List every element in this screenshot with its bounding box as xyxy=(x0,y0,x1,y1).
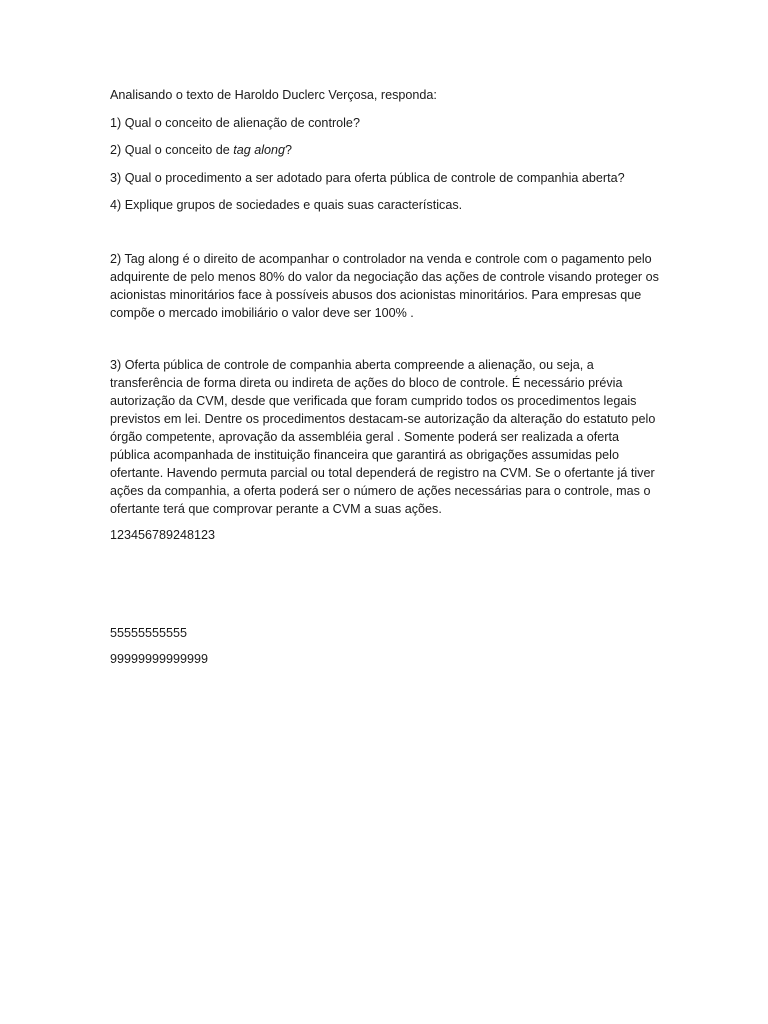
answer-2-block xyxy=(110,250,662,322)
answer-3-block xyxy=(110,356,662,544)
blank-space xyxy=(110,224,662,250)
number-lines-block xyxy=(110,624,662,668)
question-list xyxy=(110,86,662,214)
intro-line: Analisando o texto de Haroldo Duclerc Verçosa, responda: xyxy=(110,88,437,102)
number-line-2: 55555555555 xyxy=(110,625,188,640)
question-2-suffix: ? xyxy=(285,143,293,157)
number-line-3: 99999999999999 xyxy=(110,651,209,666)
question-1: 1) Qual o conceito de alienação de controle? xyxy=(110,115,360,130)
question-2-prefix: 2) Qual o conceito de xyxy=(110,143,234,157)
blank-space xyxy=(110,330,662,356)
answer-3: 3) Oferta pública de controle de companhia aberta compreende a alienação, ou seja, a transferência de forma direta ou indireta de ações do bloco de controle. É necessário prévia autorização da CVM, desde que verificada que foram cumprido todos os procedimentos legais previstos em lei. Dentre os procedimentos destacam-se autorização da alteração do estatuto pelo órgão competente, aprovação da assembléia geral . Somente poderá ser realizada a oferta pública acompanhada de instituição financeira que garantirá as obrigações assumidas pelo ofertante. Havendo permuta parcial ou total dependerá de registro na CVM. Se o ofertante já tiver ações da companhia, a oferta poderá ser o número de ações necessárias para o controle, mas o ofertante terá que comprovar perante a CVM a suas ações. xyxy=(110,357,656,516)
question-3: 3) Qual o procedimento a ser adotado para oferta pública de controle de companhia aberta? xyxy=(110,170,625,185)
question-4: 4) Explique grupos de sociedades e quais suas características. xyxy=(110,198,463,212)
number-line-1: 123456789248123 xyxy=(110,527,216,542)
document-body xyxy=(110,86,662,676)
question-2 xyxy=(110,141,662,159)
answer-2: 2) Tag along é o direito de acompanhar o controlador na venda e controle com o pagamento pelo adquirente de pelo menos 80% do valor da negociação das ações de controle visando proteger os acionistas minoritários face à possíveis abusos dos acionistas minoritários. Para empresas que compõe o mercado imobiliário o valor deve ser 100% . xyxy=(110,251,659,320)
blank-space xyxy=(110,552,662,624)
question-2-term: tag along xyxy=(233,143,286,157)
